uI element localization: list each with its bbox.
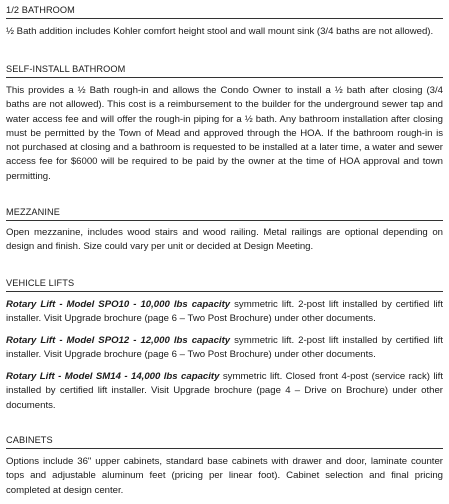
vehicle-lift-item-spo10: [6, 298, 443, 327]
lift-model-details: symmetric lift. Closed front 4-post (service rack) lift installed by certified lift installer. Visit Upgrade brochure (page 4 – Drive on Brochure) under other documents.: [6, 371, 443, 411]
cabinets-description: Options include 36" upper cabinets, standard base cabinets with drawer and door, laminate counter tops and adjustable aluminum feet (pricing per linear foot). Cabinet selection and final pricing completed at design center.: [6, 456, 443, 496]
vehicle-lift-item-sm14: [6, 370, 443, 413]
self-install-bathroom-description: This provides a ½ Bath rough-in and allows the Condo Owner to install a ½ bath after closing (3/4 baths are not allowed). This cost is a reimbursement to the builder for the underground sewer tap and water access fee and will offer the rough-in piping for a ½ bath. Any bathroom installation after closing must be permitted by the Town of Mead and approved through the HOA. If the bathroom rough-in is not purchased at closing and a bathroom is requested to be installed at a later time, a water and sewer access fee for $6000 will be required to be paid by the owner at the time of HOA approval and town permitting.: [6, 85, 443, 182]
lift-model-details: symmetric lift. 2-post lift installed by certified lift installer. Visit Upgrade brochure (page 6 – Two Post Brochure) under other documents.: [6, 335, 444, 361]
section-heading-cabinets: CABINETS: [6, 434, 443, 449]
lift-model-name: Rotary Lift - Model SM14 - 14,000 lbs capacity: [6, 371, 220, 382]
section-heading-vehicle-lifts: VEHICLE LIFTS: [6, 277, 443, 292]
lift-model-name: Rotary Lift - Model SPO12 - 12,000 lbs capacity: [6, 335, 231, 346]
mezzanine-description: Open mezzanine, includes wood stairs and wood railing. Metal railings are optional depending on design and finish. Size could vary per unit or decided at Design Meeting.: [6, 227, 443, 253]
half-bathroom-description: ½ Bath addition includes Kohler comfort height stool and wall mount sink (3/4 baths are not allowed).: [6, 26, 434, 37]
lift-model-name: Rotary Lift - Model SPO10 - 10,000 lbs capacity: [6, 299, 231, 310]
section-heading-mezzanine: MEZZANINE: [6, 206, 443, 221]
section-heading-self-install-bathroom: SELF-INSTALL BATHROOM: [6, 63, 443, 78]
section-heading-half-bathroom: 1/2 BATHROOM: [6, 4, 443, 19]
vehicle-lift-item-spo12: [6, 334, 443, 363]
lift-model-details: symmetric lift. 2-post lift installed by certified lift installer. Visit Upgrade brochure (page 6 – Two Post Brochure) under other documents.: [6, 299, 444, 325]
